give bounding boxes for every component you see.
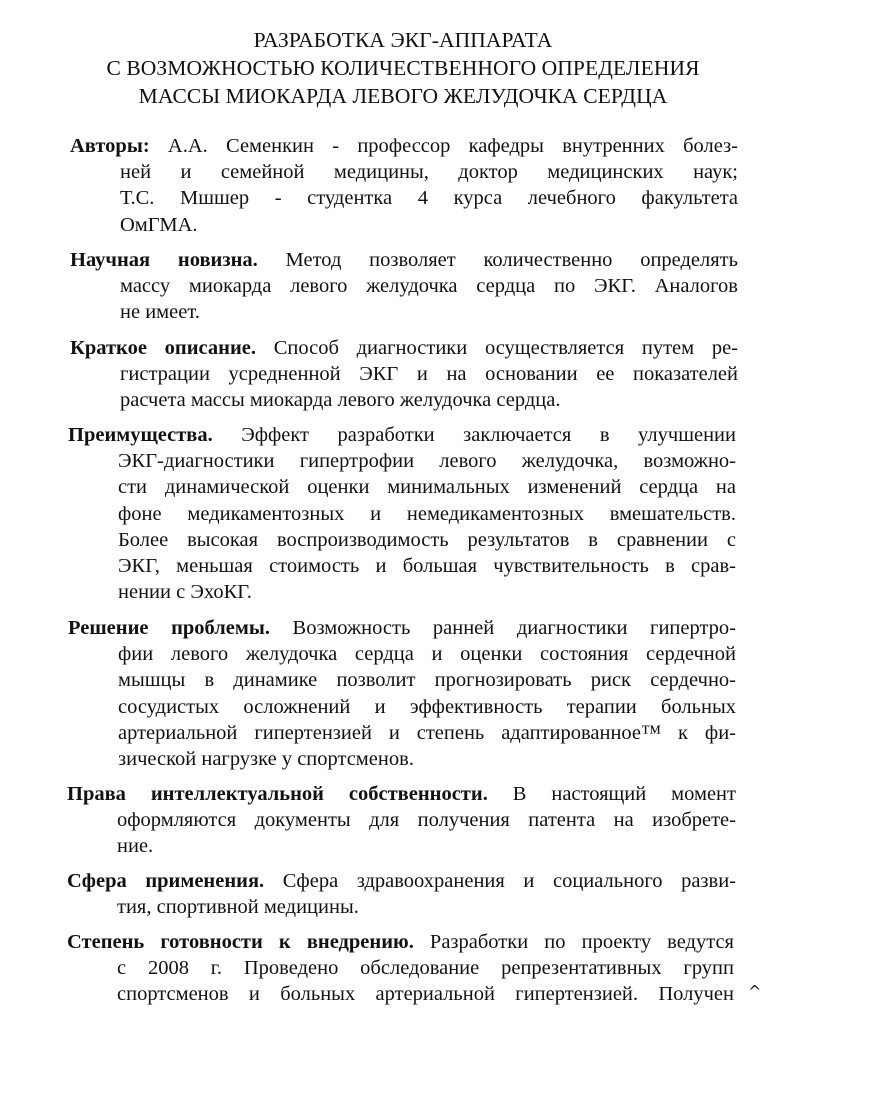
paragraph-line: нении с ЭхоКГ. xyxy=(118,581,252,604)
paragraph-line: Более высокая воспроизводимость результатов в сравнении с xyxy=(118,528,736,551)
title-line-3: МАССЫ МИОКАРДА ЛЕВОГО ЖЕЛУДОЧКА СЕРДЦА xyxy=(138,84,668,108)
section-advantages xyxy=(68,422,736,605)
section-intellectual-property xyxy=(67,781,736,860)
section-heading: Научная новизна. xyxy=(70,249,258,271)
section-readiness xyxy=(67,929,734,1008)
paragraph-first-line xyxy=(67,929,734,955)
paragraph-line: расчета массы миокарда левого желудочка сердца. xyxy=(120,389,561,412)
section-heading: Права интеллектуальной собственности. xyxy=(67,783,488,805)
paragraph-line: оформляются документы для получения патента на изобрете- xyxy=(117,809,736,832)
paragraph-line: Т.С. Мшшер - студентка 4 курса лечебного факультета xyxy=(120,187,738,210)
section-novelty xyxy=(70,247,738,326)
section-heading: Краткое описание. xyxy=(70,337,256,359)
paragraph-line: артериальной гипертензией и степень адаптированное™ к фи- xyxy=(118,721,736,744)
paragraph-line: ней и семейной медицины, доктор медицинских наук; xyxy=(120,161,738,184)
paragraph-first-line xyxy=(67,781,736,807)
paragraph-line: зической нагрузке у спортсменов. xyxy=(118,748,414,771)
paragraph-first-line xyxy=(70,247,738,273)
paragraph-first-line xyxy=(68,615,736,641)
section-text: Метод позволяет количественно определять xyxy=(257,249,738,271)
section-authors xyxy=(70,133,738,238)
paragraph-line: мышцы в динамике позволит прогнозировать риск сердечно- xyxy=(118,669,736,692)
section-heading: Сфера применения. xyxy=(67,870,265,892)
paragraph-line: ние. xyxy=(117,835,154,858)
section-text: Эффект разработки заключается в улучшении xyxy=(212,424,736,446)
section-text: Разработки по проекту ведутся xyxy=(413,931,734,953)
document-title xyxy=(0,26,806,110)
title-line-1: РАЗРАБОТКА ЭКГ-АППАРАТА xyxy=(253,28,553,52)
section-text: Сфера здравоохранения и социального разви- xyxy=(264,870,737,892)
paragraph-line: гистрации усредненной ЭКГ и на основании ее показателей xyxy=(120,363,738,386)
paragraph-line: фоне медикаментозных и немедикаментозных вмешательств. xyxy=(118,502,736,525)
section-text: Возможность ранней диагностики гипертро- xyxy=(269,617,736,639)
section-heading: Степень готовности к внедрению. xyxy=(67,931,414,953)
paragraph-line: не имеет. xyxy=(120,301,200,324)
section-solution xyxy=(68,615,736,772)
section-text: А.А. Семенкин - профессор кафедры внутренних болез- xyxy=(149,135,738,157)
paragraph-line: массу миокарда левого желудочка сердца по ЭКГ. Аналогов xyxy=(120,275,738,298)
paragraph-line: фии левого желудочка сердца и оценки состояния сердечной xyxy=(118,643,736,666)
paragraph-first-line xyxy=(68,422,736,448)
section-text: В настоящий момент xyxy=(487,783,736,805)
title-line-2: С ВОЗМОЖНОСТЬЮ КОЛИЧЕСТВЕННОГО ОПРЕДЕЛЕНИЯ xyxy=(106,56,700,80)
paragraph-line: сти динамической оценки минимальных изменений сердца на xyxy=(118,476,736,499)
paragraph-first-line xyxy=(70,335,738,361)
section-text: Способ диагностики осуществляется путем ре- xyxy=(256,337,739,359)
paragraph-line: ЭКГ-диагностики гипертрофии левого желудочка, возможно- xyxy=(118,450,736,473)
paragraph-line: ЭКГ, меньшая стоимость и большая чувствительность в срав- xyxy=(118,555,736,578)
paragraph-line: тия, спортивной медицины. xyxy=(117,896,359,919)
section-heading: Решение проблемы. xyxy=(68,617,270,639)
section-application xyxy=(67,868,736,920)
paragraph-first-line xyxy=(67,868,736,894)
section-description xyxy=(70,335,738,414)
section-heading: Авторы: xyxy=(70,135,150,157)
paragraph-first-line xyxy=(70,133,738,159)
section-heading: Преимущества. xyxy=(68,424,213,446)
paragraph-line: с 2008 г. Проведено обследование репрезентативных групп xyxy=(117,957,734,980)
paragraph-line: сосудистых осложнений и эффективность терапии больных xyxy=(118,695,736,718)
paragraph-line: ОмГМА. xyxy=(120,213,198,236)
paragraph-line: спортсменов и больных артериальной гипертензией. Получен xyxy=(117,983,734,1006)
scroll-up-caret-icon[interactable]: ^ xyxy=(748,982,762,1001)
